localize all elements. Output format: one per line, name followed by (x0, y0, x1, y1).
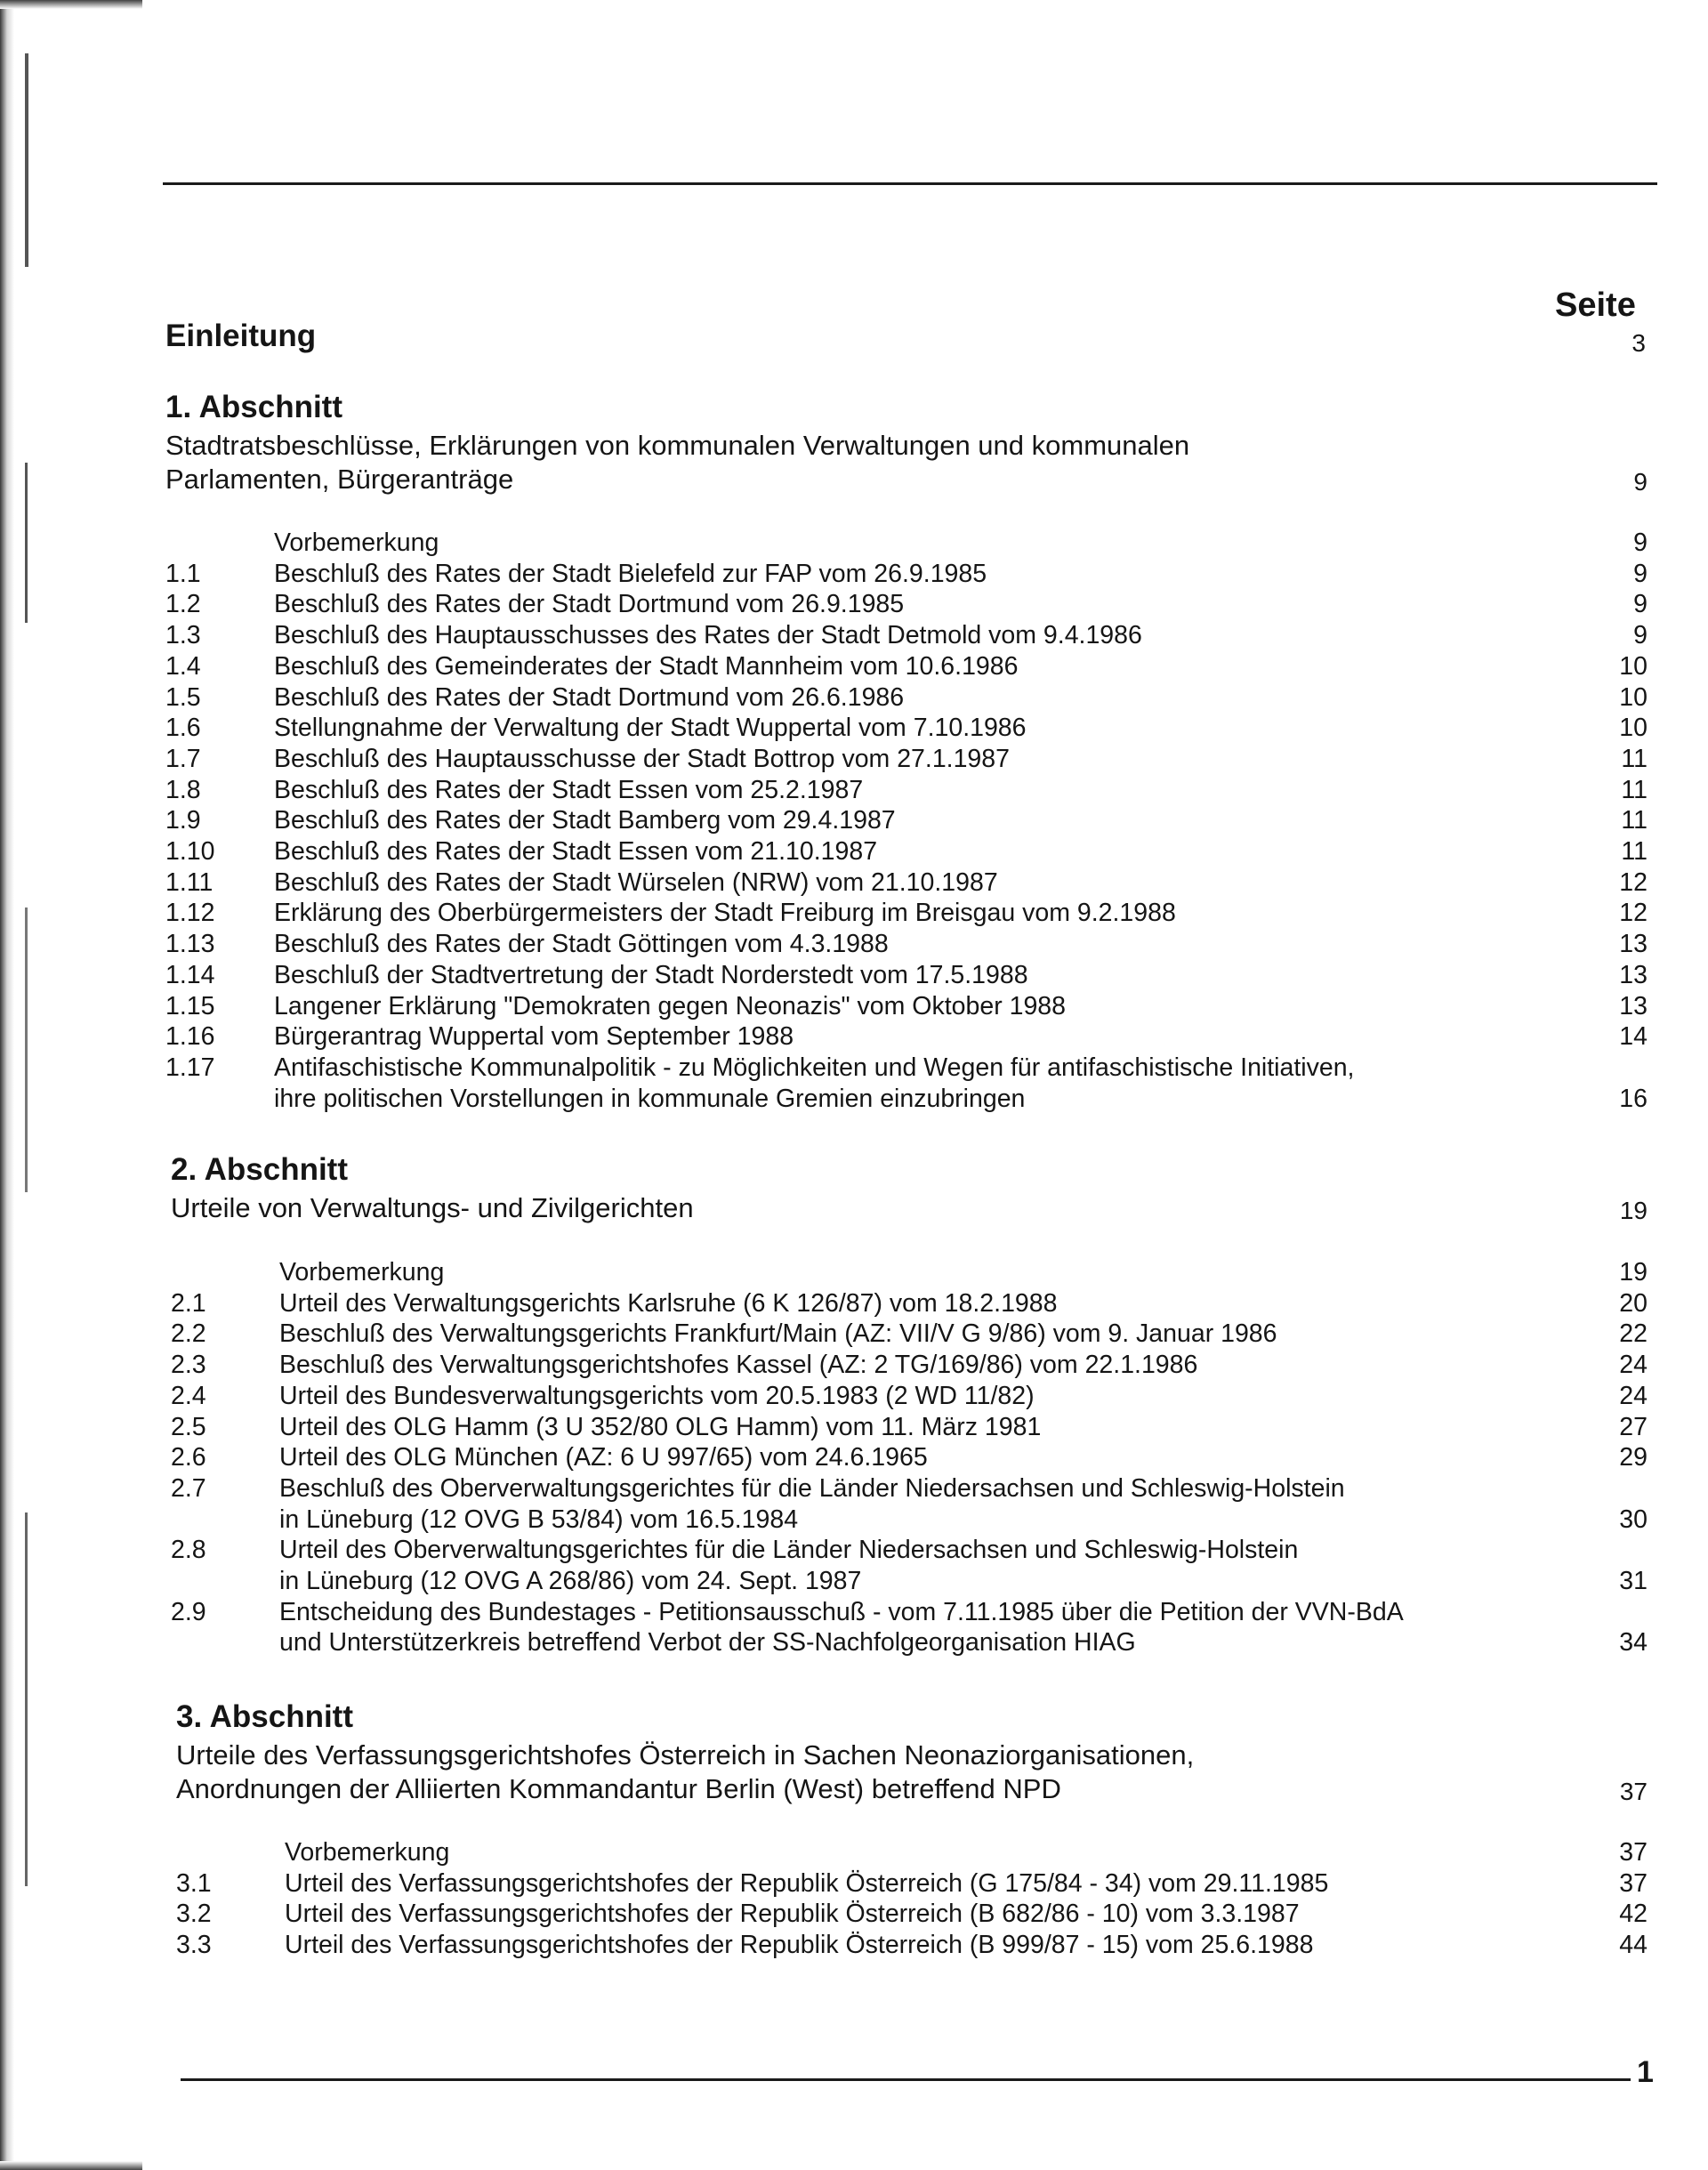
entry-text-line: Urteil des Verfassungsgerichtshofes der Republik Österreich (B 999/87 - 15) vom 25.6.1988 (285, 1931, 1314, 1960)
entry-number: 1.17 (165, 1053, 215, 1082)
entry-text-line: Urteil des Verfassungsgerichtshofes der Republik Österreich (G 175/84 - 34) vom 29.11.1985 (285, 1868, 1329, 1898)
toc-entry (165, 1053, 1648, 1114)
toc-entry (171, 1442, 1648, 1473)
entry-number: 1.15 (165, 991, 215, 1020)
entry-text (274, 682, 1648, 714)
entry-text-line: Beschluß des Rates der Stadt Göttingen vom 4.3.1988 (274, 930, 889, 959)
toc-entry (165, 991, 1648, 1022)
toc-entry (165, 620, 1648, 651)
entry-text (274, 559, 1648, 590)
entry-text (274, 713, 1648, 744)
entry-page-number: 9 (1633, 528, 1648, 557)
section-page-number: 9 (1633, 468, 1648, 496)
entry-text-line: Vorbemerkung (274, 528, 439, 557)
entry-number: 2.7 (171, 1473, 206, 1503)
entry-text-line: Beschluß des Hauptausschusse der Stadt Bottrop vom 27.1.1987 (274, 744, 1010, 773)
toc-entry (165, 744, 1648, 775)
section-title: 3. Abschnitt (176, 1699, 353, 1734)
scan-binding-mark (25, 53, 28, 267)
entry-text-line: Beschluß des Rates der Stadt Dortmund vom 26.6.1986 (274, 682, 905, 712)
toc-entry (171, 1319, 1648, 1350)
entry-text-line: ihre politischen Vorstellungen in kommunale Gremien einzubringen (274, 1084, 1026, 1113)
toc-entry (165, 929, 1648, 960)
entry-text-line: Entscheidung des Bundestages - Petitionsausschuß - vom 7.11.1985 über die Petition der VVN-BdA (279, 1597, 1404, 1626)
entry-page-number: 13 (1619, 991, 1648, 1020)
entry-page-number: 10 (1619, 714, 1648, 743)
toc-entry (165, 559, 1648, 590)
entry-text (274, 1053, 1648, 1114)
entry-number: 2.2 (171, 1319, 206, 1349)
entry-page-number: 37 (1619, 1838, 1648, 1867)
section-subtitle-line: Urteile des Verfassungsgerichtshofes Österreich in Sachen Neonaziorganisationen, (176, 1739, 1195, 1771)
entry-number: 3.1 (176, 1868, 212, 1898)
scan-binding-mark (25, 463, 28, 623)
entry-text-line: Beschluß des Rates der Stadt Essen vom 21.10.1987 (274, 837, 878, 867)
section-2 (171, 1152, 1648, 1668)
entry-text-line: Beschluß des Gemeinderates der Stadt Mannheim vom 10.6.1986 (274, 651, 1019, 681)
entry-page-number: 42 (1619, 1900, 1648, 1929)
toc-entry (171, 1473, 1648, 1535)
entry-text (274, 528, 1648, 559)
entry-text-line: Urteil des Oberverwaltungsgerichtes für die Länder Niedersachsen und Schleswig-Holstein (279, 1536, 1299, 1565)
section-title: 2. Abschnitt (171, 1152, 348, 1187)
entry-text (274, 805, 1648, 836)
entry-page-number: 20 (1619, 1288, 1648, 1318)
scan-binding-edge (0, 0, 14, 2170)
entry-text (279, 1350, 1648, 1381)
section-subtitle (165, 429, 1189, 496)
entry-text-line: Beschluß des Rates der Stadt Bielefeld zur FAP vom 26.9.1985 (274, 559, 987, 588)
scan-corner-shade (0, 2161, 142, 2170)
scan-corner-shade (0, 0, 142, 9)
toc-entry (165, 1021, 1648, 1053)
scan-binding-mark (25, 908, 28, 1192)
toc-entry (171, 1412, 1648, 1443)
section-subtitle-line: Urteile von Verwaltungs- und Zivilgerichten (171, 1192, 694, 1223)
entry-text-line: Beschluß des Rates der Stadt Essen vom 25.2.1987 (274, 775, 864, 804)
section-page-number: 19 (1619, 1197, 1648, 1224)
section-subtitle-line: Stadtratsbeschlüsse, Erklärungen von kommunalen Verwaltungen und kommunalen (165, 430, 1190, 461)
entry-text-line: Stellungnahme der Verwaltung der Stadt Wuppertal vom 7.10.1986 (274, 714, 1027, 743)
toc-entry (171, 1381, 1648, 1412)
entry-text (279, 1597, 1648, 1658)
entry-text (279, 1412, 1648, 1443)
entry-text-line: Urteil des OLG München (AZ: 6 U 997/65) vom 24.6.1965 (279, 1443, 928, 1472)
entry-text (279, 1442, 1648, 1473)
entry-text-line: Beschluß des Rates der Stadt Bamberg vom 29.4.1987 (274, 806, 896, 835)
entry-text-line: Urteil des Verwaltungsgerichts Karlsruhe (6 K 126/87) vom 18.2.1988 (279, 1288, 1058, 1318)
entry-number: 1.7 (165, 744, 201, 773)
entry-number: 2.3 (171, 1351, 206, 1380)
section-entries (171, 1257, 1648, 1658)
entry-number: 1.2 (165, 590, 201, 619)
entry-page-number: 10 (1619, 651, 1648, 681)
entry-text (274, 991, 1648, 1022)
entry-page-number: 34 (1619, 1628, 1648, 1658)
entry-number: 1.8 (165, 775, 201, 804)
entry-page-number: 31 (1619, 1567, 1648, 1596)
entry-text-line: Urteil des OLG Hamm (3 U 352/80 OLG Hamm) vom 11. März 1981 (279, 1412, 1042, 1441)
section-entries (176, 1837, 1648, 1961)
entry-page-number: 24 (1619, 1351, 1648, 1380)
entry-text-line: Beschluß des Hauptausschusses des Rates der Stadt Detmold vom 9.4.1986 (274, 621, 1142, 650)
entry-text (274, 836, 1648, 867)
toc-entry (165, 867, 1648, 899)
entry-text (279, 1257, 1648, 1288)
entry-number: 1.14 (165, 960, 215, 989)
entry-page-number: 22 (1619, 1319, 1648, 1349)
entry-number: 1.3 (165, 621, 201, 650)
section-entries (165, 528, 1648, 1114)
entry-text-line: in Lüneburg (12 OVG A 268/86) vom 24. Sept. 1987 (279, 1567, 862, 1596)
entry-page-number: 11 (1621, 806, 1648, 835)
entry-text (274, 867, 1648, 899)
toc-entry (165, 589, 1648, 620)
entry-page-number: 9 (1633, 621, 1648, 650)
entry-text (274, 651, 1648, 682)
entry-text-line: Bürgerantrag Wuppertal vom September 1988 (274, 1022, 794, 1052)
entry-text (285, 1837, 1648, 1868)
entry-text (274, 620, 1648, 651)
entry-page-number: 29 (1619, 1443, 1648, 1472)
entry-text (274, 1021, 1648, 1053)
entry-page-number: 19 (1619, 1258, 1648, 1287)
entry-text-line: Erklärung des Oberbürgermeisters der Stadt Freiburg im Breisgau vom 9.2.1988 (274, 899, 1176, 928)
section-subtitle (176, 1738, 1194, 1806)
entry-text (274, 744, 1648, 775)
toc-entry (176, 1930, 1648, 1961)
entry-text-line: Vorbemerkung (285, 1838, 450, 1867)
entry-text (279, 1319, 1648, 1350)
entry-number: 1.1 (165, 559, 201, 588)
entry-page-number: 13 (1619, 930, 1648, 959)
header-rule (163, 182, 1657, 185)
entry-text (274, 960, 1648, 991)
toc-entry (176, 1868, 1648, 1900)
entry-text-line: Urteil des Verfassungsgerichtshofes der Republik Österreich (B 682/86 - 10) vom 3.3.1987 (285, 1900, 1300, 1929)
entry-number: 3.3 (176, 1931, 212, 1960)
entry-number: 2.1 (171, 1288, 206, 1318)
entry-number: 3.2 (176, 1900, 212, 1929)
entry-text-line: Beschluß der Stadtvertretung der Stadt Norderstedt vom 17.5.1988 (274, 960, 1028, 989)
toc-entry (165, 836, 1648, 867)
toc-entry (165, 960, 1648, 991)
scan-binding-mark (25, 1513, 28, 1886)
toc-entry (165, 805, 1648, 836)
entry-page-number: 12 (1619, 867, 1648, 897)
entry-number: 2.9 (171, 1597, 206, 1626)
toc-entry (165, 775, 1648, 806)
entry-text-line: Antifaschistische Kommunalpolitik - zu Möglichkeiten und Wegen für antifaschistische Initiativen, (274, 1053, 1355, 1082)
entry-page-number: 9 (1633, 559, 1648, 588)
section-title: 1. Abschnitt (165, 390, 342, 424)
intro-title: Einleitung (165, 319, 317, 353)
toc-entry (171, 1535, 1648, 1596)
entry-text-line: Langener Erklärung "Demokraten gegen Neonazis" vom Oktober 1988 (274, 991, 1066, 1020)
entry-text-line: Beschluß des Oberverwaltungsgerichtes für die Länder Niedersachsen und Schleswig-Holstein (279, 1473, 1345, 1503)
entry-text (274, 589, 1648, 620)
entry-text-line: Beschluß des Verwaltungsgerichts Frankfurt/Main (AZ: VII/V G 9/86) vom 9. Januar 1986 (279, 1319, 1277, 1349)
toc-entry-preface (176, 1837, 1648, 1868)
entry-number: 1.13 (165, 930, 215, 959)
page-number: 1 (1637, 2055, 1654, 2089)
section-1 (165, 390, 1648, 1119)
entry-text-line: Vorbemerkung (279, 1258, 445, 1287)
entry-number: 1.11 (165, 867, 214, 897)
entry-page-number: 27 (1619, 1412, 1648, 1441)
section-subtitle (171, 1191, 694, 1225)
entry-text (274, 929, 1648, 960)
entry-page-number: 30 (1619, 1504, 1648, 1534)
entry-text (279, 1381, 1648, 1412)
entry-text (279, 1288, 1648, 1319)
intro-entry (165, 319, 1646, 365)
toc-entry (171, 1597, 1648, 1658)
toc-entry (165, 898, 1648, 929)
section-page-number: 37 (1619, 1778, 1648, 1805)
entry-page-number: 37 (1619, 1868, 1648, 1898)
entry-text-line: in Lüneburg (12 OVG B 53/84) vom 16.5.1984 (279, 1504, 799, 1534)
entry-number: 1.6 (165, 714, 201, 743)
entry-text (285, 1899, 1648, 1930)
entry-page-number: 10 (1619, 682, 1648, 712)
entry-page-number: 24 (1619, 1381, 1648, 1410)
entry-page-number: 14 (1619, 1022, 1648, 1052)
entry-page-number: 11 (1621, 837, 1648, 867)
entry-page-number: 44 (1619, 1931, 1648, 1960)
toc-entry (176, 1899, 1648, 1930)
entry-page-number: 12 (1619, 899, 1648, 928)
entry-text (285, 1868, 1648, 1900)
entry-text (274, 775, 1648, 806)
entry-text-line: Urteil des Bundesverwaltungsgerichts vom 20.5.1983 (2 WD 11/82) (279, 1381, 1035, 1410)
entry-number: 1.4 (165, 651, 201, 681)
entry-page-number: 11 (1621, 744, 1648, 773)
entry-text-line: und Unterstützerkreis betreffend Verbot der SS-Nachfolgeorganisation HIAG (279, 1628, 1136, 1658)
entry-text (285, 1930, 1648, 1961)
entry-number: 2.5 (171, 1412, 206, 1441)
entry-page-number: 13 (1619, 960, 1648, 989)
entry-text-line: Beschluß des Verwaltungsgerichtshofes Kassel (AZ: 2 TG/169/86) vom 22.1.1986 (279, 1351, 1198, 1380)
entry-number: 1.12 (165, 899, 215, 928)
section-3 (176, 1699, 1648, 1966)
section-subtitle-line: Parlamenten, Bürgeranträge (165, 464, 514, 495)
entry-number: 1.9 (165, 806, 201, 835)
entry-number: 1.16 (165, 1022, 215, 1052)
toc-entry (165, 713, 1648, 744)
footer-rule (181, 2078, 1631, 2081)
entry-text-line: Beschluß des Rates der Stadt Würselen (NRW) vom 21.10.1987 (274, 867, 998, 897)
entry-page-number: 16 (1619, 1084, 1648, 1113)
toc-entry (171, 1288, 1648, 1319)
entry-text (279, 1535, 1648, 1596)
entry-number: 1.10 (165, 837, 215, 867)
toc-entry (165, 682, 1648, 714)
entry-number: 2.6 (171, 1443, 206, 1472)
toc-entry-preface (165, 528, 1648, 559)
entry-number: 2.4 (171, 1381, 206, 1410)
entry-text-line: Beschluß des Rates der Stadt Dortmund vom 26.9.1985 (274, 590, 905, 619)
page-column-label: Seite (1555, 286, 1636, 324)
entry-page-number: 11 (1621, 775, 1648, 804)
section-subtitle-line: Anordnungen der Alliierten Kommandantur Berlin (West) betreffend NPD (176, 1773, 1061, 1804)
entry-number: 2.8 (171, 1536, 206, 1565)
toc-entry-preface (171, 1257, 1648, 1288)
toc-entry (165, 651, 1648, 682)
entry-text (274, 898, 1648, 929)
intro-page-number: 3 (1631, 329, 1646, 357)
entry-page-number: 9 (1633, 590, 1648, 619)
entry-number: 1.5 (165, 682, 201, 712)
toc-entry (171, 1350, 1648, 1381)
entry-text (279, 1473, 1648, 1535)
